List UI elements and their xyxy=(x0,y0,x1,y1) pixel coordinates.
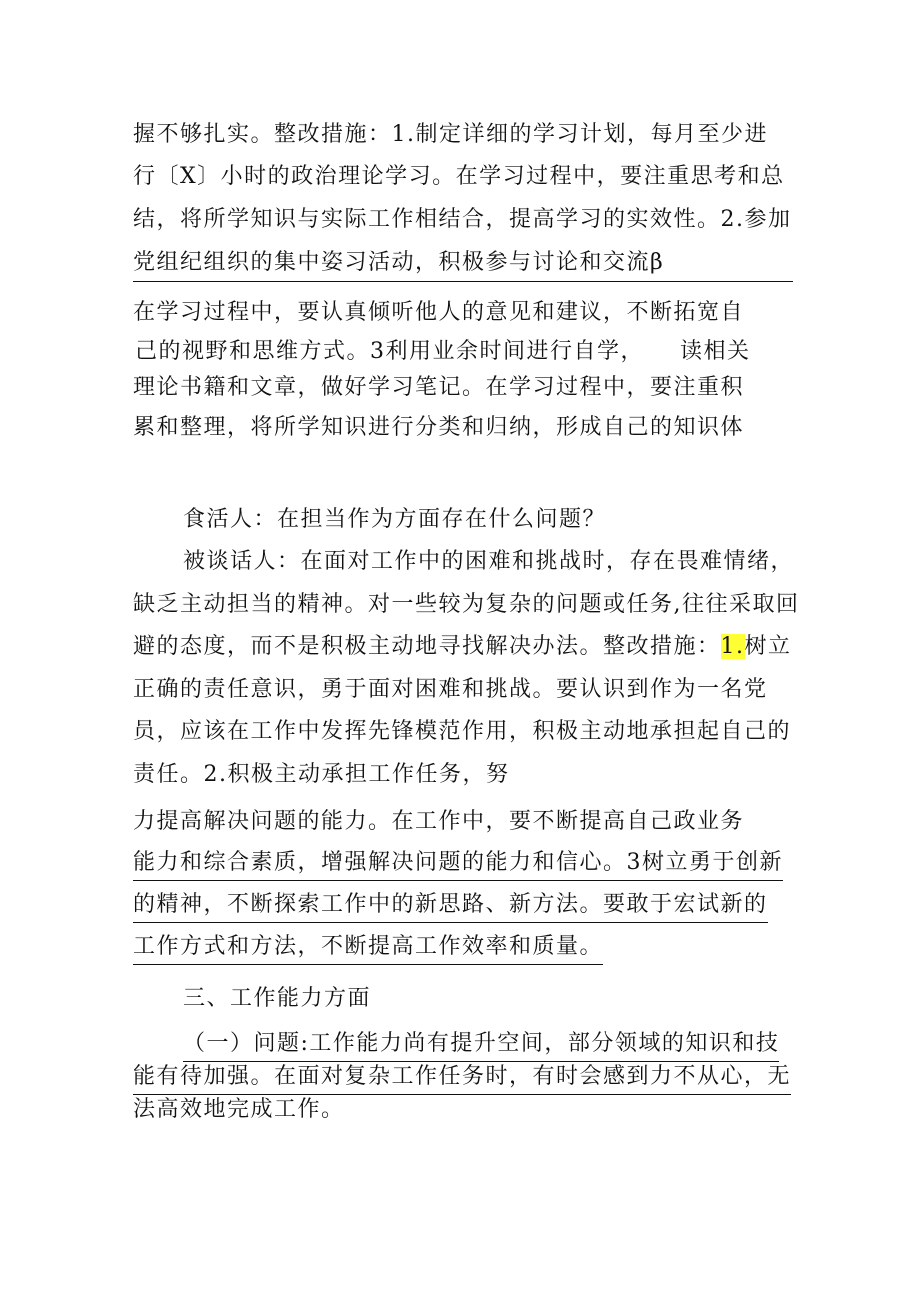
underlined-text-line: 的精神，不断探索工作中的新思路、新方法。要敢于宏试新的 xyxy=(133,890,768,923)
text-segment: 己的视野和思维方式。3利用业余时间进行自学， xyxy=(135,339,644,364)
text-segment: 避的态度，而不是积极主动地寻找解决办法。整改措施： xyxy=(133,634,721,659)
section-heading: 三、工作能力方面 xyxy=(183,986,372,1011)
text-line: 握不够扎实。整改措施：1.制定详细的学习计划，每月至少进 xyxy=(133,122,768,147)
text-line: 力提高解决问题的能力。在工作中，要不断提高自己政业务 xyxy=(133,809,745,834)
text-line xyxy=(135,337,751,367)
answer-line xyxy=(133,632,792,662)
text-line: 结，将所学知识与实际工作相结合，提高学习的实效性。2.参加 xyxy=(133,207,792,232)
text-line: 行〔X〕小时的政治理论学习。在学习过程中，要注重思考和总 xyxy=(133,164,785,189)
answer-line: 被谈话人：在面对工作中的困难和挑战时，存在畏难情绪， xyxy=(183,549,795,574)
text-line: 累和整理，将所学知识进行分类和归纳，形成自己的知识体 xyxy=(133,415,745,440)
underlined-text-line: 工作方式和方法，不断提高工作效率和质量。 xyxy=(133,932,603,965)
answer-line: 正确的责任意识，勇于面对困难和挑战。要认识到作为一名党 xyxy=(133,677,768,702)
text-segment: 读相关 xyxy=(680,339,751,364)
text-line: 理论书籍和文章，做好学习笔记。在学习过程中，要注重积 xyxy=(133,375,745,400)
text-line: 法高效地完成工作。 xyxy=(133,1097,345,1122)
question-line: 食活人：在担当作为方面存在什么问题？ xyxy=(183,507,607,532)
underlined-text-line: 能力和综合素质，增强解决问题的能力和信心。3树立勇于创新 xyxy=(133,848,783,881)
underlined-text-line: （一）问题:工作能力尚有提升空间，部分领域的知识和技 xyxy=(183,1029,779,1062)
answer-line: 责任。2.积极主动承担工作任务，努 xyxy=(133,762,510,787)
divider-line xyxy=(133,281,793,282)
text-segment: 树立 xyxy=(744,634,792,659)
answer-line: 员，应该在工作中发挥先锋模范作用，积极主动地承担起自己的 xyxy=(133,719,792,744)
text-line: 党组纪组织的集中姿习活动，积极参与讨论和交流β xyxy=(133,250,665,275)
text-line: 在学习过程中，要认真倾听他人的意见和建议，不断拓宽自 xyxy=(133,300,745,325)
underlined-text-line: 能有待加强。在面对复杂工作任务时，有时会感到力不从心，无 xyxy=(133,1062,791,1095)
highlighted-text: 1. xyxy=(720,634,745,659)
answer-line: 缺乏主动担当的精神。对一些较为复杂的问题或任务,往往采取回 xyxy=(133,592,800,617)
